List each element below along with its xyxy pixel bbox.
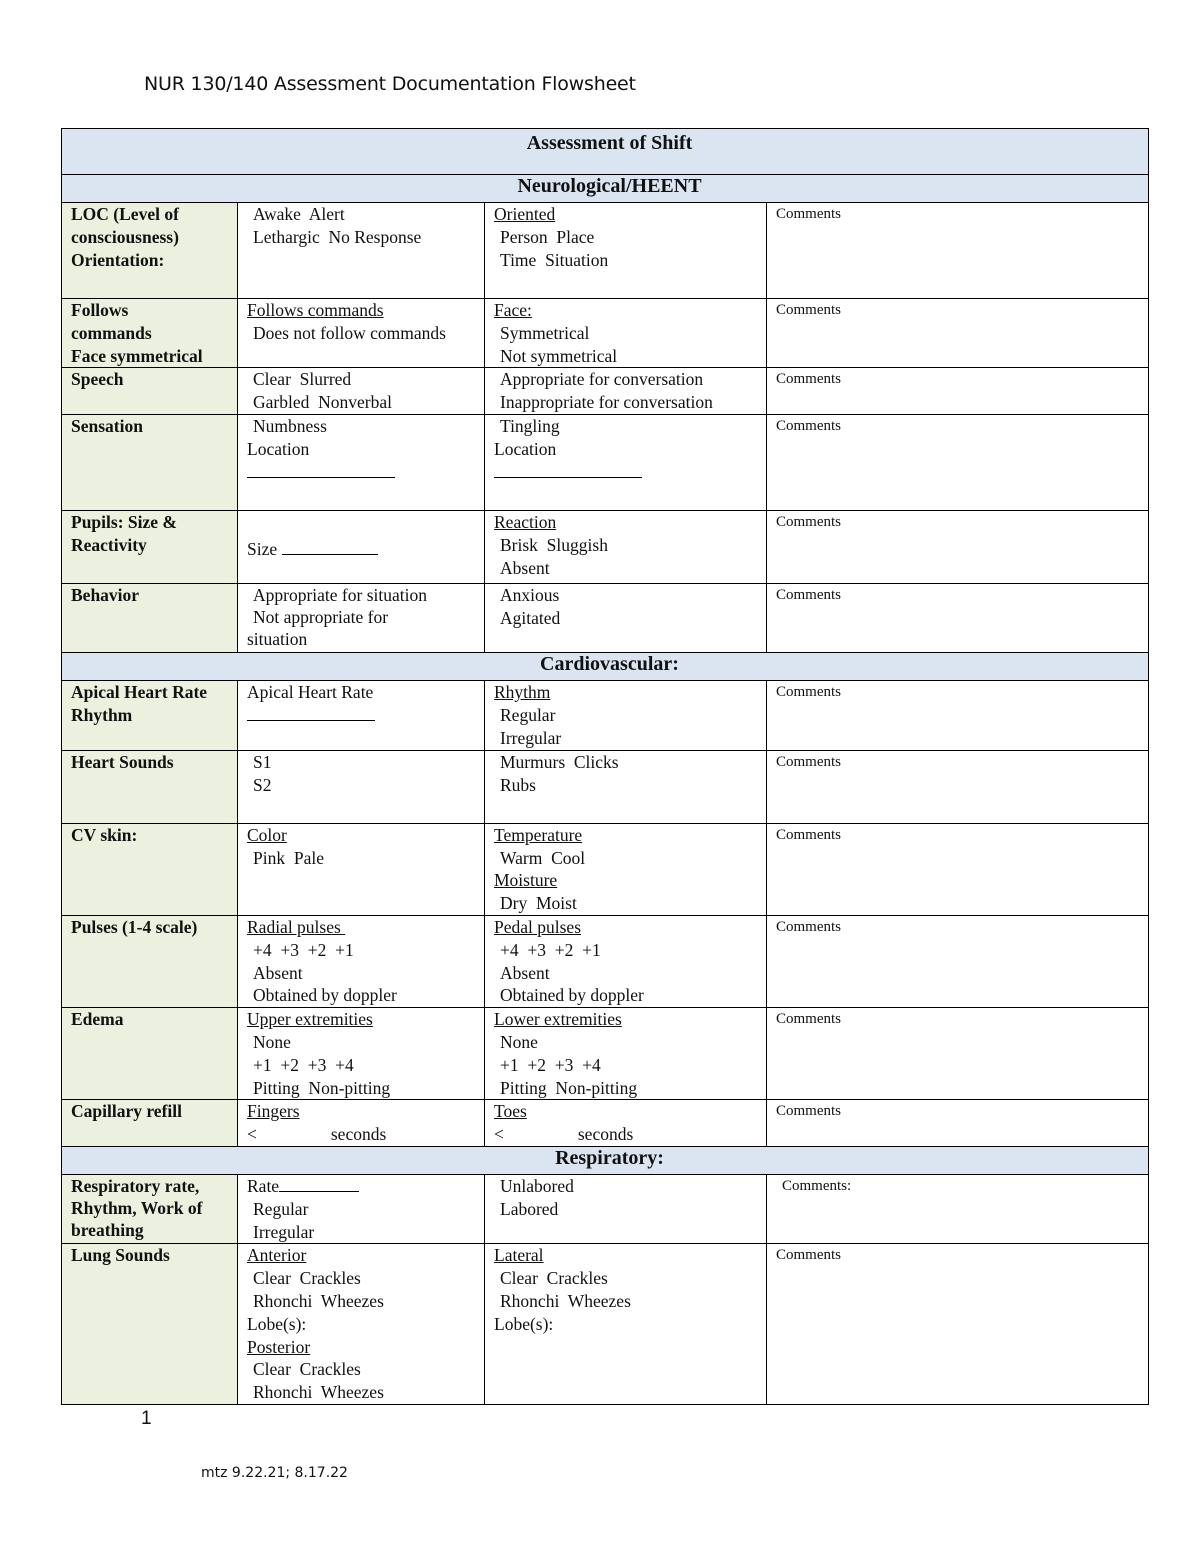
label-pulses: Pulses (1-4 scale): [62, 915, 238, 1007]
fingers-refill: Fingers < seconds: [238, 1100, 485, 1147]
skin-color-options: Color Pink Pale: [238, 823, 485, 915]
comments-sensation[interactable]: Comments: [767, 415, 1149, 511]
numbness-options: Numbness Location: [238, 415, 485, 511]
toes-refill: Toes < seconds: [485, 1100, 767, 1147]
label-follows-commands: Follows commands Face symmetrical: [62, 299, 238, 368]
section-cardiovascular: Cardiovascular:: [62, 653, 1149, 681]
orientation-options: Oriented Person Place Time Situation: [485, 203, 767, 299]
row-heart-sounds: [62, 750, 1149, 823]
loc-options: Awake Alert Lethargic No Response: [238, 203, 485, 299]
label-apical-heart-rate: Apical Heart Rate Rhythm: [62, 681, 238, 750]
label-cv-skin: CV skin:: [62, 823, 238, 915]
comments-loc[interactable]: Comments: [767, 203, 1149, 299]
row-follows-commands: [62, 299, 1149, 368]
comments-apical[interactable]: Comments: [767, 681, 1149, 750]
label-behavior: Behavior: [62, 584, 238, 653]
label-pupils: Pupils: Size & Reactivity: [62, 511, 238, 584]
comments-edema[interactable]: Comments: [767, 1008, 1149, 1100]
tingling-location-blank[interactable]: [494, 461, 642, 478]
comments-lung-sounds[interactable]: Comments: [767, 1244, 1149, 1405]
reaction-options: Reaction Brisk Sluggish Absent: [485, 511, 767, 584]
numbness-location-blank[interactable]: [247, 461, 395, 478]
pupil-size-blank[interactable]: [282, 538, 378, 555]
label-sensation: Sensation: [62, 415, 238, 511]
label-capillary-refill: Capillary refill: [62, 1100, 238, 1147]
comments-follows-commands[interactable]: Comments: [767, 299, 1149, 368]
row-behavior: [62, 584, 1149, 653]
row-speech: [62, 368, 1149, 415]
row-lung-sounds: [62, 1244, 1149, 1405]
shift-header: Assessment of Shift: [62, 129, 1149, 175]
label-respiratory-rate: Respiratory rate, Rhythm, Work of breathing: [62, 1174, 238, 1243]
extra-heart-sounds-options: Murmurs Clicks Rubs: [485, 750, 767, 823]
tingling-options: Tingling Location: [485, 415, 767, 511]
label-lung-sounds: Lung Sounds: [62, 1244, 238, 1405]
pupil-size: Size: [238, 511, 485, 584]
row-sensation: [62, 415, 1149, 511]
label-edema: Edema: [62, 1008, 238, 1100]
pedal-pulses-options: Pedal pulses +4 +3 +2 +1 Absent Obtained by doppler: [485, 915, 767, 1007]
label-heart-sounds: Heart Sounds: [62, 750, 238, 823]
row-edema: [62, 1008, 1149, 1100]
lateral-lung-sounds: Lateral Clear Crackles Rhonchi Wheezes Lobe(s):: [485, 1244, 767, 1405]
lower-edema-options: Lower extremities None +1 +2 +3 +4 Pitting Non-pitting: [485, 1008, 767, 1100]
row-cv-skin: [62, 823, 1149, 915]
anterior-posterior-lung-sounds: Anterior Clear Crackles Rhonchi Wheezes Lobe(s): Posterior Clear Crackles Rhonchi Wheezes: [238, 1244, 485, 1405]
row-loc: [62, 203, 1149, 299]
comments-pupils[interactable]: Comments: [767, 511, 1149, 584]
heart-sounds-options: S1 S2: [238, 750, 485, 823]
comments-respiratory-rate[interactable]: Comments:: [767, 1174, 1149, 1243]
respiratory-rate-blank[interactable]: [279, 1175, 359, 1192]
follows-commands-options: Follows commands Does not follow commands: [238, 299, 485, 368]
footer-revision-note: mtz 9.22.21; 8.17.22: [201, 1465, 348, 1481]
row-pulses: [62, 915, 1149, 1007]
speech-options: Clear Slurred Garbled Nonverbal: [238, 368, 485, 415]
radial-pulses-options: Radial pulses +4 +3 +2 +1 Absent Obtained by doppler: [238, 915, 485, 1007]
label-loc: LOC (Level of consciousness) Orientation:: [62, 203, 238, 299]
comments-pulses[interactable]: Comments: [767, 915, 1149, 1007]
apical-heart-rate-blank[interactable]: [247, 704, 375, 721]
comments-capillary-refill[interactable]: Comments: [767, 1100, 1149, 1147]
anxiety-options: Anxious Agitated: [485, 584, 767, 653]
label-speech: Speech: [62, 368, 238, 415]
behavior-options: Appropriate for situation Not appropriate for situation: [238, 584, 485, 653]
conversation-options: Appropriate for conversation Inappropriate for conversation: [485, 368, 767, 415]
row-capillary-refill: [62, 1100, 1149, 1147]
section-neurological: Neurological/HEENT: [62, 175, 1149, 203]
comments-heart-sounds[interactable]: Comments: [767, 750, 1149, 823]
document-title: NUR 130/140 Assessment Documentation Flowsheet: [144, 73, 636, 95]
assessment-flowsheet-table: [61, 128, 1149, 1405]
comments-cv-skin[interactable]: Comments: [767, 823, 1149, 915]
section-respiratory: Respiratory:: [62, 1146, 1149, 1174]
rhythm-options: Rhythm Regular Irregular: [485, 681, 767, 750]
upper-edema-options: Upper extremities None +1 +2 +3 +4 Pitting Non-pitting: [238, 1008, 485, 1100]
respiratory-rate-entry: Rate Regular Irregular: [238, 1174, 485, 1243]
row-respiratory-rate: [62, 1174, 1149, 1243]
page-number: 1: [141, 1408, 152, 1429]
comments-speech[interactable]: Comments: [767, 368, 1149, 415]
apical-heart-rate-entry: Apical Heart Rate: [238, 681, 485, 750]
skin-temperature-options: Temperature Warm Cool Moisture Dry Moist: [485, 823, 767, 915]
row-pupils: [62, 511, 1149, 584]
work-of-breathing-options: Unlabored Labored: [485, 1174, 767, 1243]
row-apical-heart-rate: [62, 681, 1149, 750]
face-options: Face: Symmetrical Not symmetrical: [485, 299, 767, 368]
comments-behavior[interactable]: Comments: [767, 584, 1149, 653]
